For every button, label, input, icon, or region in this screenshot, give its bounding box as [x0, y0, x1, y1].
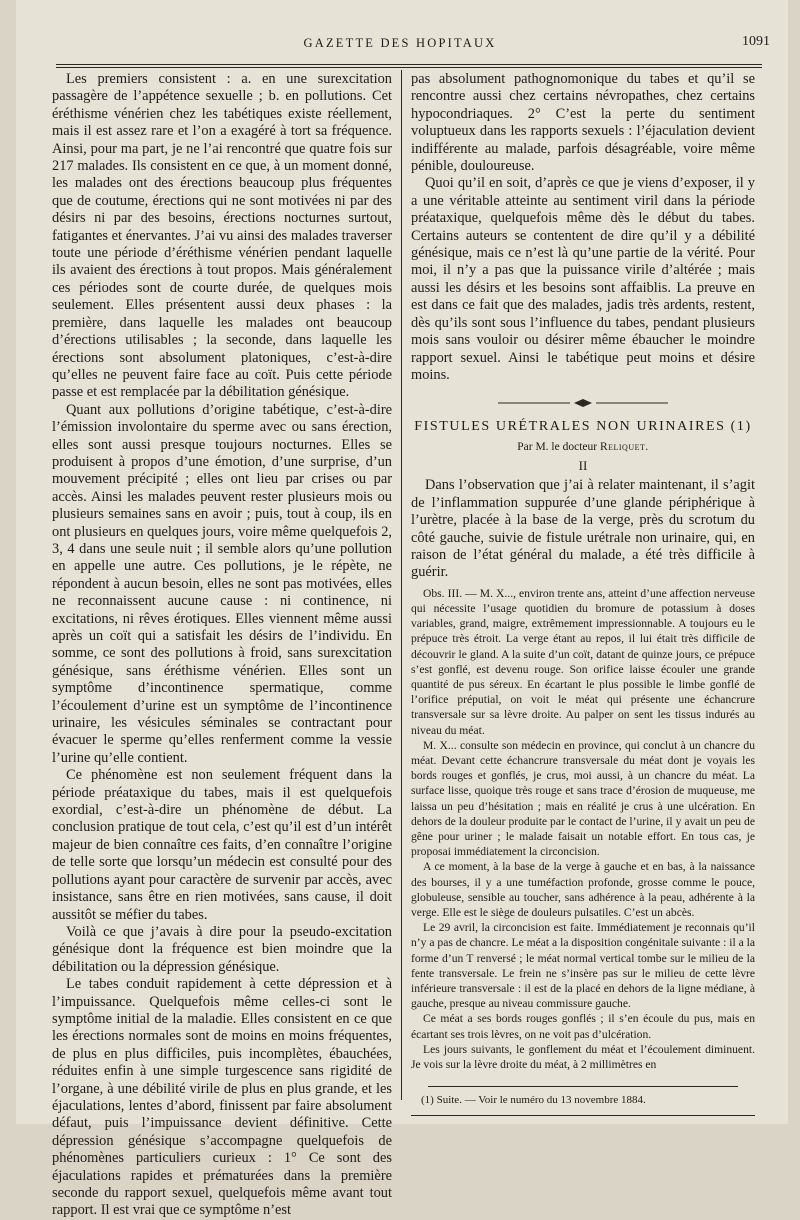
paragraph: Le tabes conduit rapidement à cette dépression et à l’impuissance. Quelquefois même celles-ci sont le symptôme initial de la maladie. Elles consistent en ce que les érections normales sont de moins en moins fréquentes, de plus en plus difficiles, puis incomplètes, ébauchées, réduites enfin à une simple turgescence sans rigidité de l’organe, à une débilité virile de plus en plus grande, et les éjaculations, lentes d’abord, finissent par faire absolument défaut, puis l’impuissance devient définitive. Cette dépression génésique s’accompagne quelquefois de phénomènes particuliers curieux : 1° Ce sont des éjaculations rapides et prématurées dans la première seconde du rapport sexuel, quelquefois même avant tout rapport. Il est vrai que ce symptôme n’est	[52, 976, 392, 1219]
observation-paragraph: M. X... consulte son médecin en province, qui conclut à un chancre du méat. Devant cette échancrure transversale du méat dont je voyais les bords rouges et gonflés, je crus, moi aussi, à un chancre du méat. La surface lisse, quoique très rouge et sans trace d’érosion de muqueuse, me laissa un peu d’hésitation ; mais en réalité je crus à une ulcération. En dehors de la douleur produite par le contact de l’urine, il y avait un peu de gêne pour uriner ; le malade faisait un notable effort. En tous cas, je proposai immédiatement la circoncision.	[411, 738, 755, 859]
footnote: (1) Suite. — Voir le numéro du 13 novembre 1884.	[421, 1094, 646, 1107]
article-intro: Dans l’observation que j’ai à relater maintenant, il s’agit de l’inflammation suppurée d’une glande périphérique à l’urètre, placée à la base de la verge, près du scrotum du côté gauche, suivie de fistule urétrale non urinaire, qui, en raison de l’état général du malade, a été très difficile à guérir.	[411, 477, 755, 581]
observation-paragraph: Les jours suivants, le gonflement du méat et l’écoulement diminuent. Je vois sur la lèvre droite du méat, à 2 millimètres en	[411, 1042, 755, 1072]
paragraph: Quoi qu’il en soit, d’après ce que je viens d’exposer, il y a une véritable atteinte au sentiment viril dans la période préataxique, quelquefois même dès le début du tabes. Certains auteurs se contentent de dire qu’il y a débilité génésique, mais ce n’est là qu’une partie de la vérité. Pour moi, il n’y a pas que la puissance virile d’altérée ; mais aussi les désirs et les besoins sont affaiblis. La preuve en est dans ce fait que des malades, jadis très ardents, restent, dès qu’ils sont sous l’influence du tabes, pendant plusieurs mois sans vouloir ou désirer même ébaucher le moindre rapport sexuel. Ainsi le tabétique peut moins et désire moins.	[411, 175, 755, 383]
paragraph: Quant aux pollutions d’origine tabétique, c’est-à-dire l’émission involontaire du sperme avec ou sans érection, elles sont aussi presque toujours nocturnes. Elles se produisent à propos d’une émotion, d’une surprise, d’un mouvement précipité ; elles ont lieu par crises ou par accès. Ainsi les malades peuvent rester plusieurs mois ou plusieurs semaines sans en avoir ; puis, tout à coup, ils en ont plusieurs en quelques jours, voire même quelquefois 2, 3, 4 dans une seule nuit ; il semble alors qu’une pollution en appelle une autre. Ces pollutions, je le répète, ne répondent à aucun besoin, elles ne sont pas motivées, elles ne reconnaissent aucune cause : ni continence, ni excitations, ni rêves érotiques. Elles viennent même aussi après un coït qui a satisfait les désirs de l’individu. En somme, ce sont des pollutions à froid, sans surexcitation génésique, sans éréthisme vénérien. Elles sont un symptôme d’incontinence spermatique, comme l’écoulement d’urine est un symptôme de l’incontinence urinaire, les vésicules séminales se contractant pour évacuer le sperme qu’elles renferment comme la vessie l’urine qu’elle contient.	[52, 401, 392, 766]
section-ornament	[411, 398, 755, 408]
paragraph: Ce phénomène est non seulement fréquent dans la période préataxique du tabes, mais il est quelquefois exordial, c’est-à-dire un phénomène de début. La conclusion pratique de tout cela, c’est qu’il est d’un intérêt majeur de bien connaître ces faits, d’en connaître l’origine de telle sorte que lorsqu’un médecin est consulté pour des pollutions ayant pour caractère de survenir par accès, avec insistance, sans être en rien motivées, sans cause, il doit aussitôt se méfier du tabes.	[52, 767, 392, 923]
byline-prefix: Par M. le docteur	[517, 441, 600, 454]
observation-paragraph: Ce méat a ses bords rouges gonflés ; il s’en écoule du pus, mais en écartant ses trois lèvres, on ne voit pas d’ulcération.	[411, 1012, 755, 1041]
paragraph: Voilà ce que j’avais à dire pour la pseudo-excitation génésique dont la fréquence est bien moindre que la débilitation ou la dépression génésique.	[52, 923, 392, 975]
footnote-bottom-rule	[411, 1115, 755, 1116]
header-rule	[56, 64, 762, 65]
article-byline	[411, 440, 755, 455]
header-rule-double	[56, 67, 762, 68]
footnote-rule	[428, 1086, 738, 1087]
paragraph: Les premiers consistent : a. en une surexcitation passagère de l’appétence sexuelle ; b. en pollutions. Cet éréthisme vénérien chez les tabétiques existe réellement, mais il est assez rare et l’on a exagéré à tort sa fréquence. Ainsi, pour ma part, je ne l’ai rencontré que quatre fois sur 217 malades. Ils consistent en ce que, à un moment donné, les malades ont des érections beaucoup plus fréquentes que de coutume, érections qui ne sont motivées ni par des désirs ni par des besoins, érections nocturnes surtout, fatigantes et énervantes. J’ai vu ainsi des malades traverser toute une période d’éréthisme vénérien pendant laquelle ils avaient des érections à tout propos. Mais généralement ces périodes sont de courte durée, de quelques mois seulement. Elles présentent aussi deux phases : la première, dans laquelle les malades ont beaucoup d’érections utilisables ; la seconde, dans laquelle les érections sont absolument platoniques, c’est-à-dire qu’elles ne peuvent faire face au coït. Puis cette période passe et est remplacée par la débilitation génésique.	[52, 71, 392, 401]
page-header	[0, 34, 800, 56]
part-numeral: II	[578, 458, 588, 474]
ornament-rule-icon	[498, 398, 668, 408]
author-name: Reliquet.	[599, 441, 649, 454]
article-title: FISTULES URÉTRALES NON URINAIRES (1)	[414, 419, 752, 435]
observation-paragraph: Obs. III. — M. X..., environ trente ans, atteint d’une affection nerveuse qui nécessite l’usage quotidien du bromure de potassium à doses variables, grand, maigre, extrêmement impressionnable. A toujours eu le prépuce très étroit. La verge étant au repos, il lui était très difficile de découvrir le gland. A la suite d’un coït, datant de quinze jours, ce prépuce s’est gonflé, est devenu rouge. Son orifice laisse écouler une grande quantité de pus séreux. En écartant le plus possible le limbe gonflé de l’orifice préputial, on voit le méat qui présente une échancrure transversale sur sa lèvre droite. Au palper on sent les tissus indurés au niveau du méat.	[411, 586, 755, 737]
observation-paragraph: A ce moment, à la base de la verge à gauche et en bas, à la naissance des bourses, il y a une tuméfaction profonde, grosse comme le pouce, globuleuse, sensible au toucher, sans adhérence à la peau, adhérente à la verge. Elle est le siège de douleurs pulsatiles. C’est un abcès.	[411, 860, 755, 920]
running-title: GAZETTE DES HOPITAUX	[303, 36, 497, 50]
right-column	[411, 71, 755, 1116]
page-number: 1091	[742, 34, 770, 49]
observation-paragraph: Le 29 avril, la circoncision est faite. Immédiatement je reconnais qu’il n’y a pas de chancre. Le méat a la disposition congénitale suivante : il a la forme d’un T renversé ; le méat normal vertical tombe sur le milieu de la fente transversale. Le frein ne s’insère pas sur le milieu de cette lèvre inférieure transversale : il est de la placé en dehors de la ligne médiane, à gauche, presque au niveau commissure gauche.	[411, 921, 755, 1011]
paragraph: pas absolument pathognomonique du tabes et qu’il se rencontre aussi chez certains névropathes, chez certains hypocondriaques. 2° C’est la perte du sentiment voluptueux dans les rapports sexuels : l’éjaculation devient indifférente au malade, parfois désagréable, voire même pénible, douloureuse.	[411, 71, 755, 175]
column-divider	[401, 70, 402, 1100]
left-column	[52, 71, 392, 1220]
